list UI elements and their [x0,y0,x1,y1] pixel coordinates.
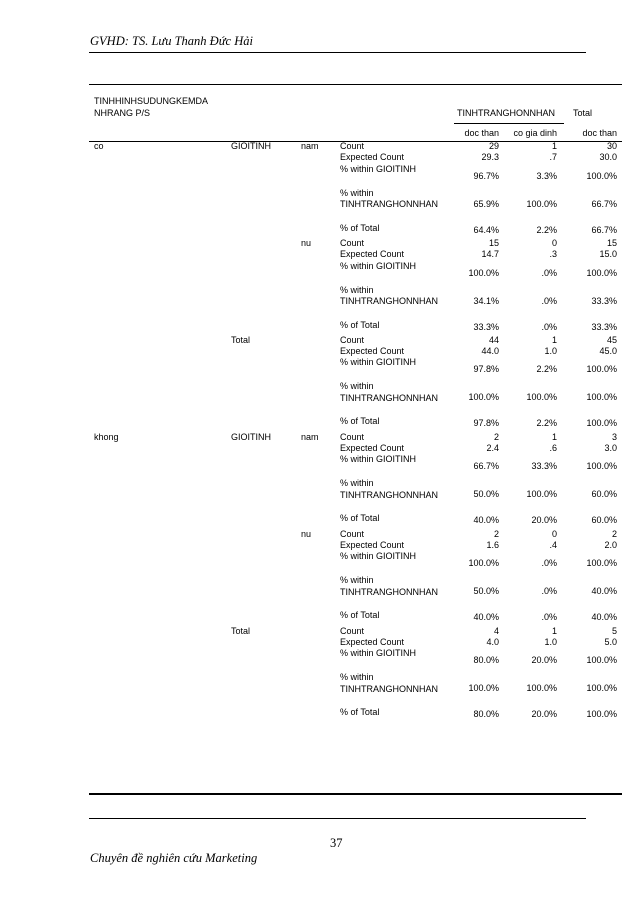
table-cell-value: 2.2% [536,364,557,375]
table-cell-value: 96.7% [473,170,499,181]
stat-label: Count [340,141,365,151]
table-cell-value: 2.0 [604,539,617,550]
table-cell-value: 100.0% [468,683,499,694]
table-cell-value: 64.4% [473,224,499,235]
table-cell-value: 66.7% [591,224,617,235]
table-cell-value: 0 [551,528,557,539]
stat-label: Count [340,237,365,248]
table-cell-value: 100.0% [586,267,617,278]
row-group-label: khong [94,431,119,442]
stat-label: % of Total [340,416,380,427]
table-cell-value: 100.0% [586,683,617,694]
table-cell-value: 33.3% [531,461,557,472]
stat-label: % within TINHTRANGHONNHAN [340,381,438,403]
table-cell-value: 33.3% [591,321,617,332]
table-cell-value: 2.4 [486,443,499,453]
table-cell-value: .4 [549,539,557,550]
table-cell-value: 3.3% [536,170,557,181]
stat-label: % within GIOITINH [340,163,417,174]
table-cell-value: 100.0% [468,392,499,403]
table-cell-value: 50.0% [473,586,499,597]
stat-label: % within GIOITINH [340,551,417,562]
stat-label: Expected Count [340,152,405,163]
table-cell-value: 80.0% [473,709,499,720]
table-cell-value: 0 [551,237,557,248]
table-cell-value: 97.8% [473,364,499,375]
table-cell-value: 100.0% [468,558,499,569]
table-cell-value: 2.2% [536,224,557,235]
table-cell-value: 60.0% [591,515,617,526]
total-column-label: Total [573,108,593,118]
table-cell-value: 44.0 [481,346,499,357]
table-cell-value: 15 [488,237,499,248]
table-cell-value: 5 [611,625,617,636]
stat-label: % within TINHTRANGHONNHAN [340,575,438,597]
table-cell-value: 100.0% [586,461,617,472]
table-cell-value: 2 [493,431,499,442]
table-cell-value: 2 [493,528,499,539]
stat-label: % within GIOITINH [340,357,417,368]
col-header-1: doc than [464,128,499,138]
table-cell-value: 29 [488,141,499,151]
row-category-label: nam [301,141,319,151]
row-category-label: nu [301,528,312,539]
table-cell-value: 100.0% [586,558,617,569]
table-cell-value: 29.3 [481,152,499,163]
table-cell-value: 1.6 [486,539,499,550]
stat-label: % of Total [340,513,380,524]
table-cell-value: 97.8% [473,418,499,429]
table-cell-value: 66.7% [591,198,617,209]
table-cell-value: 80.0% [473,655,499,666]
table-cell-value: 100.0% [586,392,617,403]
table-cell-value: 40.0% [473,515,499,526]
table-cell-value: 45 [606,334,617,345]
table-cell-value: 30.0 [599,152,617,163]
table-cell-value: 5.0 [604,636,617,647]
stat-label: % within TINHTRANGHONNHAN [340,284,438,306]
table-cell-value: .0% [541,612,557,623]
row-subgroup-label: GIOITINH [231,431,271,442]
table-cell-value: 20.0% [531,655,557,666]
column-variable-label: TINHTRANGHONNHAN [457,108,555,118]
stat-label: Expected Count [340,636,405,647]
table-cell-value: .0% [541,295,557,306]
table-cell-value: 40.0% [591,612,617,623]
table-cell-value: 100.0% [526,489,557,500]
row-subgroup-label: Total [231,625,251,636]
table-cell-value: 45.0 [599,346,617,357]
stat-label: Expected Count [340,443,405,453]
stat-label: % within TINHTRANGHONNHAN [340,187,438,210]
table-cell-value: 1 [551,334,557,345]
table-cell-value: 3 [611,431,617,442]
table-cell-value: 100.0% [586,655,617,666]
table-cell-value: 60.0% [591,489,617,500]
table-cell-value: 100.0% [586,364,617,375]
table-cell-value: 30 [606,141,617,151]
stat-label: % within TINHTRANGHONNHAN [340,672,438,694]
table-cell-value: 33.3% [591,295,617,306]
table-cell-value: 1.0 [544,636,557,647]
stat-label: Expected Count [340,346,405,357]
col-header-2: co gia dinh [513,128,557,138]
stat-label: Expected Count [340,249,405,260]
stat-label: Count [340,431,365,442]
stat-label: % within GIOITINH [340,454,417,465]
row-variable-label: TINHHINHSUDUNGKEMDA NHRANG P/S [94,96,208,118]
table-cell-value: 1 [551,625,557,636]
table-cell-value: .3 [549,249,557,260]
header-rule [89,52,586,53]
footer-rule [89,818,586,819]
table-cell-value: 100.0% [526,392,557,403]
table-cell-value: 33.3% [473,321,499,332]
table-cell-value: 50.0% [473,489,499,500]
table-cell-value: 100.0% [586,709,617,720]
table-cell-value: 15.0 [599,249,617,260]
stat-label: Expected Count [340,539,405,550]
col-header-3: doc than [582,128,617,138]
stat-label: % within GIOITINH [340,648,417,659]
table-cell-value: 100.0% [468,267,499,278]
table-cell-value: 3.0 [604,443,617,453]
table-cell-value: 1 [551,141,557,151]
table-cell-value: .0% [541,267,557,278]
page-header: GVHD: TS. Lưu Thanh Đức Hải [90,34,253,48]
table-cell-value: 1 [551,431,557,442]
table-cell-value: 34.1% [473,295,499,306]
stat-label: % within GIOITINH [340,260,417,271]
row-group-label: co [94,141,104,151]
table-cell-value: 40.0% [591,586,617,597]
table-cell-value: 2.2% [536,418,557,429]
table-cell-value: 15 [606,237,617,248]
table-cell-value: 2 [611,528,617,539]
table-cell-value: 66.7% [473,461,499,472]
stat-label: % of Total [340,707,380,718]
crosstab-table [89,84,622,795]
table-cell-value: .0% [541,558,557,569]
table-cell-value: 1.0 [544,346,557,357]
table-cell-value: 100.0% [586,170,617,181]
stat-label: % of Total [340,610,380,621]
table-cell-value: 20.0% [531,709,557,720]
row-category-label: nam [301,431,319,442]
table-cell-value: 100.0% [586,418,617,429]
table-cell-value: .0% [541,321,557,332]
header-separator [454,123,564,124]
table-cell-value: 65.9% [473,198,499,209]
row-subgroup-label: GIOITINH [231,141,271,151]
table-cell-value: 20.0% [531,515,557,526]
table-cell-value: 100.0% [526,198,557,209]
table-cell-value: 44 [488,334,499,345]
page-footer: Chuyên đề nghiên cứu Marketing [90,851,258,865]
stat-label: Count [340,625,365,636]
table-cell-value: 4.0 [486,636,499,647]
row-category-label: nu [301,237,312,248]
table-cell-value: .6 [549,443,557,453]
stat-label: % of Total [340,222,380,233]
stat-label: % of Total [340,319,380,330]
row-subgroup-label: Total [231,334,251,345]
table-cell-value: 40.0% [473,612,499,623]
table-cell-value: .0% [541,586,557,597]
stat-label: Count [340,334,365,345]
table-cell-value: 4 [493,625,499,636]
table-cell-value: .7 [549,152,557,163]
stat-label: % within TINHTRANGHONNHAN [340,478,438,500]
table-cell-value: 14.7 [481,249,499,260]
page-number: 37 [330,836,343,850]
table-cell-value: 100.0% [526,683,557,694]
stat-label: Count [340,528,365,539]
